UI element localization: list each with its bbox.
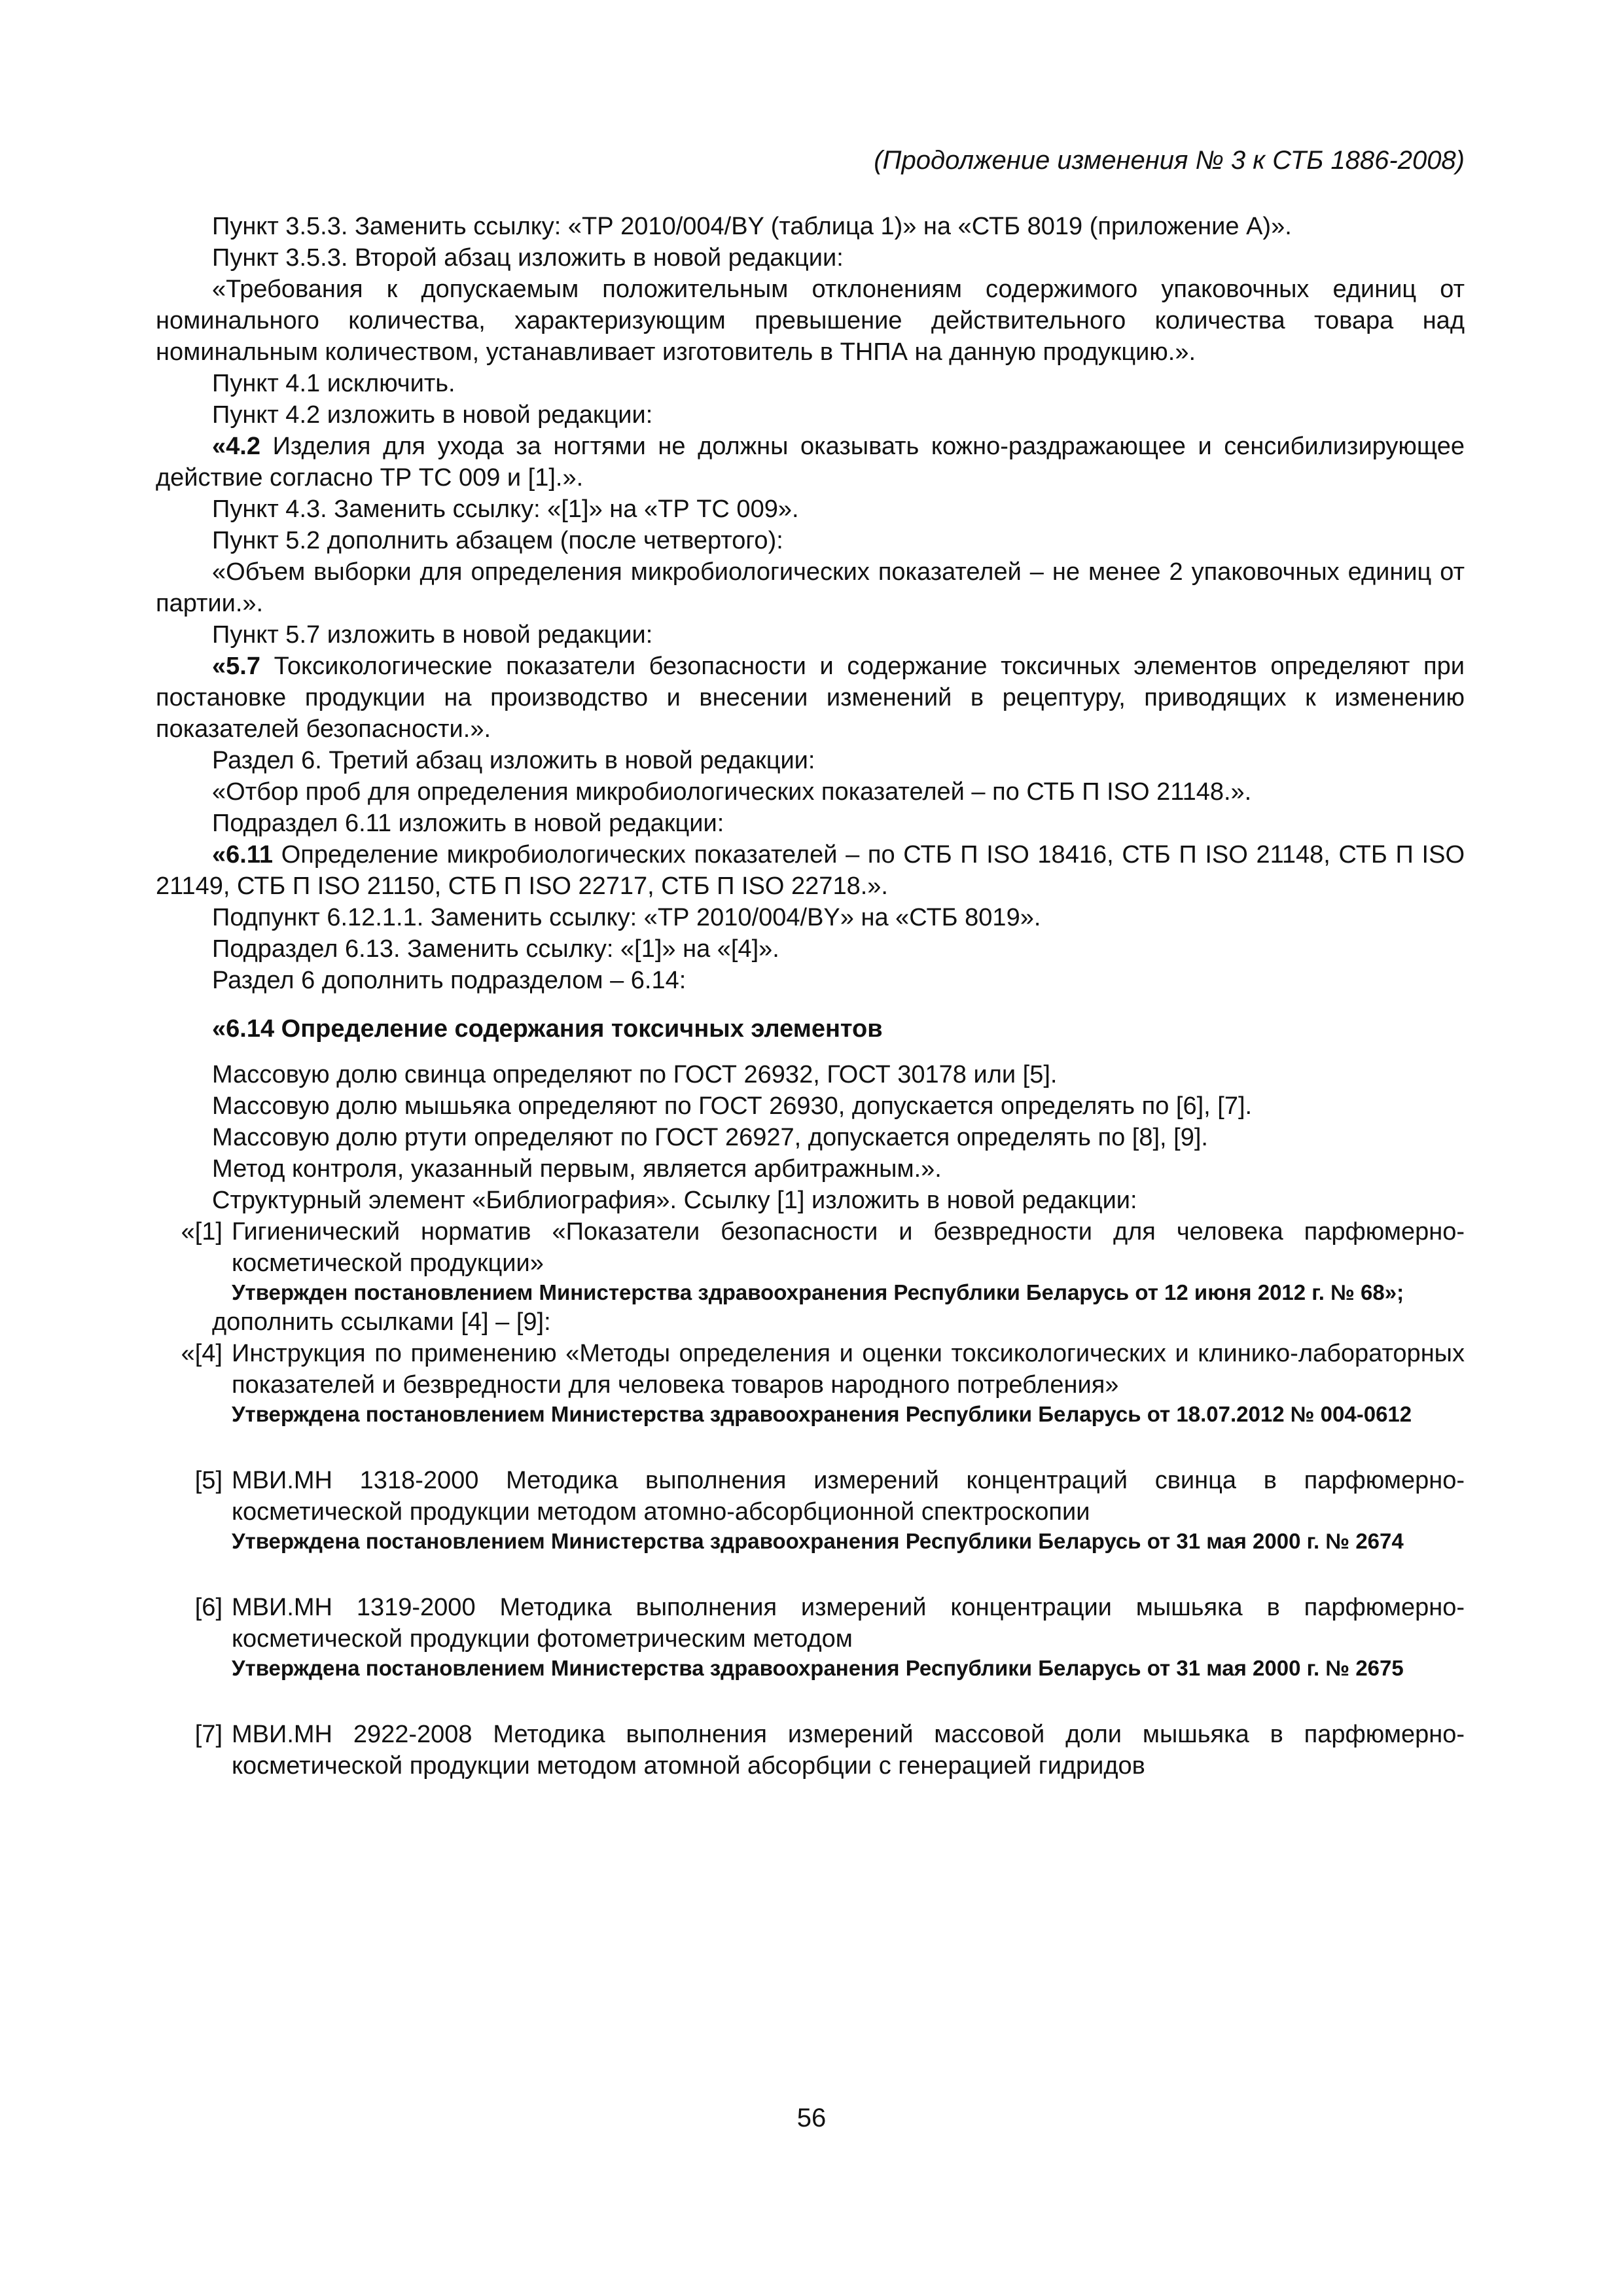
paragraph: Раздел 6. Третий абзац изложить в новой редакции: bbox=[212, 747, 815, 774]
section-paragraph: Массовую долю свинца определяют по ГОСТ 26932, ГОСТ 30178 или [5]. bbox=[212, 1061, 1058, 1088]
reference-text: Гигиенический норматив «Показатели безопасности и безвредности для человека парфюмерно-косметической продукции» bbox=[232, 1218, 1465, 1277]
clause-text: Определение микробиологических показателей – по СТБ П ISO 18416, СТБ П ISO 21148, СТБ П ISO 21149, СТБ П ISO 21150, СТБ П ISO 22717, СТБ П ISO 22718.». bbox=[156, 841, 1465, 900]
clause-label: «4.2 bbox=[212, 433, 260, 460]
reference-approval: Утверждена постановлением Министерства здравоохранения Республики Беларусь от 31 мая 2000 г. № 2675 bbox=[232, 1656, 1404, 1680]
paragraph: Пункт 3.5.3. Заменить ссылку: «ТР 2010/004/BY (таблица 1)» на «СТБ 8019 (приложение А)». bbox=[212, 213, 1292, 240]
reference-body bbox=[232, 1592, 1465, 1682]
reference-number: «[4] bbox=[181, 1340, 223, 1367]
reference-number: [7] bbox=[194, 1721, 223, 1748]
clause-text: Изделия для ухода за ногтями не должны оказывать кожно-раздражающее и сенсибилизирующее действие согласно ТР ТС 009 и [1].». bbox=[156, 433, 1465, 492]
reference-number: [6] bbox=[194, 1594, 223, 1621]
document-body bbox=[156, 211, 1465, 1782]
clause-label: «5.7 bbox=[212, 653, 260, 680]
section-paragraph: Структурный элемент «Библиография». Ссылку [1] изложить в новой редакции: bbox=[212, 1187, 1137, 1214]
page-number: 56 bbox=[796, 2104, 827, 2132]
reference-number: «[1] bbox=[181, 1218, 223, 1246]
reference-text: Инструкция по применению «Методы определения и оценки токсикологических и клинико-лабораторных показателей и безвредности для человека товаров народного потребления» bbox=[232, 1340, 1465, 1399]
clause-text: Токсикологические показатели безопасности и содержание токсичных элементов определяют при постановке продукции на производство и внесении изменений в рецептуру, приводящих к изменению показателей безопасности.». bbox=[156, 653, 1465, 743]
paragraph: Пункт 4.1 исключить. bbox=[212, 370, 455, 397]
paragraph-5-7 bbox=[156, 651, 1465, 745]
paragraph: Раздел 6 дополнить подразделом – 6.14: bbox=[212, 967, 687, 994]
paragraph: «Требования к допускаемым положительным отклонениям содержимого упаковочных единиц от номинального количества, характеризующим превышение действительного количества товара над номинальным количеством, устанавливает изготовитель в ТНПА на данную продукцию.». bbox=[156, 276, 1465, 366]
paragraph: Подпункт 6.12.1.1. Заменить ссылку: «ТР 2010/004/BY» на «СТБ 8019». bbox=[212, 904, 1041, 931]
paragraph: Пункт 4.2 изложить в новой редакции: bbox=[212, 401, 653, 429]
paragraph: Подраздел 6.11 изложить в новой редакции: bbox=[212, 810, 724, 837]
paragraph: Пункт 4.3. Заменить ссылку: «[1]» на «ТР ТС 009». bbox=[212, 495, 799, 523]
section-paragraph: Метод контроля, указанный первым, является арбитражным.». bbox=[212, 1155, 942, 1183]
reference-text: МВИ.МН 1319-2000 Методика выполнения измерений концентрации мышьяка в парфюмерно-косметической продукции фотометрическим методом bbox=[232, 1594, 1465, 1653]
reference-body bbox=[232, 1216, 1465, 1306]
page-header: (Продолжение изменения № 3 к СТБ 1886-2008) bbox=[874, 146, 1465, 175]
paragraph-6-11 bbox=[156, 839, 1465, 902]
paragraph: Пункт 3.5.3. Второй абзац изложить в новой редакции: bbox=[212, 244, 844, 272]
paragraph: Пункт 5.2 дополнить абзацем (после четвертого): bbox=[212, 527, 783, 554]
paragraph-4-2 bbox=[156, 431, 1465, 493]
section-paragraph: Массовую долю мышьяка определяют по ГОСТ 26930, допускается определять по [6], [7]. bbox=[212, 1092, 1253, 1120]
paragraph: Пункт 5.7 изложить в новой редакции: bbox=[212, 621, 653, 649]
reference-approval: Утвержден постановлением Министерства здравоохранения Республики Беларусь от 12 июня 2012 г. № 68»; bbox=[232, 1280, 1404, 1304]
reference-item bbox=[156, 1465, 1465, 1555]
reference-item bbox=[156, 1216, 1465, 1306]
paragraph: Подраздел 6.13. Заменить ссылку: «[1]» на «[4]». bbox=[212, 935, 779, 963]
reference-body bbox=[232, 1719, 1465, 1782]
reference-item bbox=[156, 1338, 1465, 1428]
reference-approval: Утверждена постановлением Министерства здравоохранения Республики Беларусь от 18.07.2012 № 004-0612 bbox=[232, 1402, 1412, 1426]
section-heading: «6.14 Определение содержания токсичных элементов bbox=[212, 1015, 883, 1043]
reference-number: [5] bbox=[194, 1467, 223, 1494]
reference-body bbox=[232, 1465, 1465, 1555]
reference-text: МВИ.МН 1318-2000 Методика выполнения измерений концентраций свинца в парфюмерно-косметической продукции методом атомно-абсорбционной спектроскопии bbox=[232, 1467, 1465, 1526]
reference-body bbox=[232, 1338, 1465, 1428]
clause-label: «6.11 bbox=[212, 841, 273, 869]
reference-text: МВИ.МН 2922-2008 Методика выполнения измерений массовой доли мышьяка в парфюмерно-косметической продукции методом атомной абсорбции с генерацией гидридов bbox=[232, 1721, 1465, 1780]
reference-item bbox=[156, 1719, 1465, 1782]
reference-approval: Утверждена постановлением Министерства здравоохранения Республики Беларусь от 31 мая 2000 г. № 2674 bbox=[232, 1529, 1404, 1553]
add-refs-line: дополнить ссылками [4] – [9]: bbox=[212, 1308, 551, 1336]
paragraph: «Объем выборки для определения микробиологических показателей – не менее 2 упаковочных единиц от партии.». bbox=[156, 558, 1465, 617]
paragraph: «Отбор проб для определения микробиологических показателей – по СТБ П ISO 21148.». bbox=[212, 778, 1252, 806]
reference-item bbox=[156, 1592, 1465, 1682]
section-paragraph: Массовую долю ртути определяют по ГОСТ 26927, допускается определять по [8], [9]. bbox=[212, 1124, 1208, 1151]
